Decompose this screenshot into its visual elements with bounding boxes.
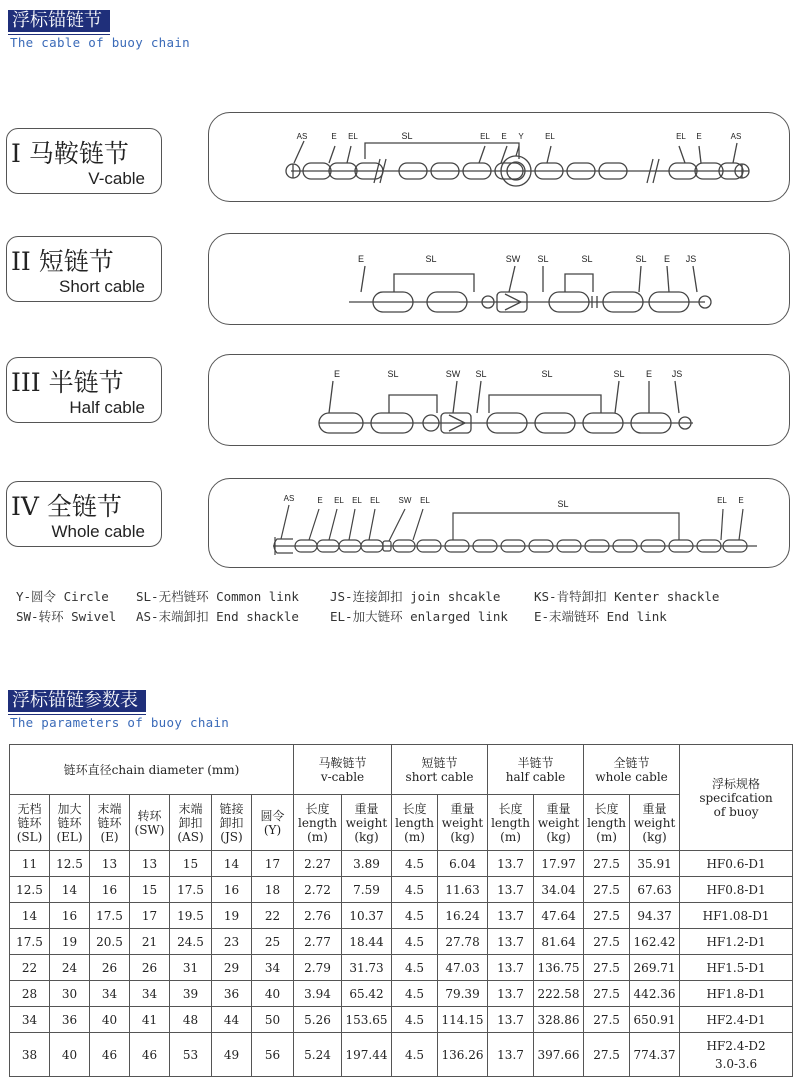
- cable-diagram-v: [208, 112, 790, 202]
- half-label-js: JS: [671, 369, 683, 379]
- table-cell: 23: [212, 929, 252, 955]
- table-header-row-2: [10, 795, 793, 851]
- header-whole-length: 长度 length (m): [584, 795, 630, 851]
- table-cell: 13.7: [488, 1033, 534, 1077]
- table-cell-spec: HF1.08-D1: [680, 903, 793, 929]
- table-row: [10, 1033, 793, 1077]
- short-label-e-left: E: [357, 254, 365, 264]
- cable-whole-cn: IV 全链节: [11, 492, 122, 521]
- table-cell: 114.15: [438, 1007, 488, 1033]
- table-cell: 44: [212, 1007, 252, 1033]
- cable-short-cn: II 短链节: [11, 247, 114, 276]
- whole-label-e-left: E: [317, 496, 323, 505]
- table-cell: 36: [212, 981, 252, 1007]
- short-label-sw: SW: [505, 254, 521, 264]
- header-short-length: 长度 length (m): [392, 795, 438, 851]
- table-cell: 328.86: [534, 1007, 584, 1033]
- table-cell: 2.72: [294, 877, 342, 903]
- table-row: [10, 929, 793, 955]
- table-cell: 34: [130, 981, 170, 1007]
- legend-sw: SW-转环 Swivel: [16, 609, 117, 624]
- table-cell: 56: [252, 1033, 294, 1077]
- table-cell: 16.24: [438, 903, 488, 929]
- table-cell: 2.77: [294, 929, 342, 955]
- v-label-e-mid: E: [501, 132, 507, 141]
- table-cell: 27.5: [584, 1033, 630, 1077]
- table-cell: 31.73: [342, 955, 392, 981]
- half-cable-svg: [209, 355, 791, 447]
- table-cell: 15: [130, 877, 170, 903]
- cable-label-whole: [6, 481, 162, 547]
- whole-label-e-right: E: [738, 496, 744, 505]
- table-cell: 4.5: [392, 981, 438, 1007]
- legend-y: Y-圆令 Circle: [16, 589, 109, 604]
- table-cell: 7.59: [342, 877, 392, 903]
- table-cell: 5.26: [294, 1007, 342, 1033]
- cable-label-v: [6, 128, 162, 194]
- table-cell: 27.5: [584, 877, 630, 903]
- whole-label-el2: EL: [352, 496, 362, 505]
- table-cell: 16: [50, 903, 90, 929]
- table-cell: 4.5: [392, 877, 438, 903]
- header-el: 加大 链环 (EL): [50, 795, 90, 851]
- table-cell: 49: [212, 1033, 252, 1077]
- header-half-weight: 重量 weight (kg): [534, 795, 584, 851]
- table-cell: 17.5: [90, 903, 130, 929]
- table-cell: 29: [212, 955, 252, 981]
- table-cell: 81.64: [534, 929, 584, 955]
- table-cell: 24.5: [170, 929, 212, 955]
- table-cell: 28: [10, 981, 50, 1007]
- table-cell: 2.76: [294, 903, 342, 929]
- whole-label-as: AS: [283, 494, 295, 503]
- cable-whole-en: Whole cable: [51, 522, 145, 541]
- table-cell: 19: [212, 903, 252, 929]
- half-label-e-right: E: [645, 369, 653, 379]
- table-cell: 25: [252, 929, 294, 955]
- table-cell: 17: [252, 851, 294, 877]
- table-row: [10, 877, 793, 903]
- table-cell: 20.5: [90, 929, 130, 955]
- cable-half-cn: III 半链节: [11, 368, 124, 397]
- short-label-sl4: SL: [635, 254, 647, 264]
- header-y: 圆令 (Y): [252, 795, 294, 851]
- header-js: 链接 卸扣 (JS): [212, 795, 252, 851]
- table-cell: 53: [170, 1033, 212, 1077]
- table-cell: 47.64: [534, 903, 584, 929]
- table-cell: 27.5: [584, 851, 630, 877]
- table-cell: 2.27: [294, 851, 342, 877]
- whole-label-el3: EL: [370, 496, 380, 505]
- table-cell: 4.5: [392, 955, 438, 981]
- table-cell: 4.5: [392, 1007, 438, 1033]
- table-cell-spec: HF0.8-D1: [680, 877, 793, 903]
- table-cell: 6.04: [438, 851, 488, 877]
- legend-el: EL-加大链环 enlarged link: [330, 609, 508, 624]
- table-cell: 22: [10, 955, 50, 981]
- header-sw: 转环 (SW): [130, 795, 170, 851]
- table-cell: 38: [10, 1033, 50, 1077]
- half-label-sl3: SL: [541, 369, 553, 379]
- table-cell: 3.94: [294, 981, 342, 1007]
- whole-label-el1: EL: [334, 496, 344, 505]
- header-v-cable: 马鞍链节 v-cable: [294, 745, 392, 795]
- table-cell: 13.7: [488, 1007, 534, 1033]
- table-cell: 17: [130, 903, 170, 929]
- short-label-js: JS: [685, 254, 697, 264]
- table-cell: 11: [10, 851, 50, 877]
- table-cell: 21: [130, 929, 170, 955]
- table-cell: 34.04: [534, 877, 584, 903]
- table-cell: 27.5: [584, 903, 630, 929]
- table-cell: 27.78: [438, 929, 488, 955]
- table-row: [10, 955, 793, 981]
- table-cell: 19: [50, 929, 90, 955]
- table-cell: 397.66: [534, 1033, 584, 1077]
- table-cell: 39: [170, 981, 212, 1007]
- short-label-e-right: E: [663, 254, 671, 264]
- table-cell: 34: [90, 981, 130, 1007]
- table-cell: 11.63: [438, 877, 488, 903]
- cable-label-half: [6, 357, 162, 423]
- table-cell: 14: [212, 851, 252, 877]
- table-cell: 136.75: [534, 955, 584, 981]
- table-cell: 442.36: [630, 981, 680, 1007]
- cable-v-en: V-cable: [88, 169, 145, 188]
- table-cell: 4.5: [392, 929, 438, 955]
- table-cell: 41: [130, 1007, 170, 1033]
- whole-label-el5: EL: [717, 496, 727, 505]
- table-cell: 40: [252, 981, 294, 1007]
- table-cell: 26: [90, 955, 130, 981]
- table-header-row-1: [10, 745, 793, 795]
- half-label-sl1: SL: [387, 369, 399, 379]
- section-subtitle-cable: The cable of buoy chain: [10, 35, 190, 50]
- short-cable-svg: [209, 234, 791, 326]
- table-cell: 136.26: [438, 1033, 488, 1077]
- table-cell: 30: [50, 981, 90, 1007]
- table-cell-spec: HF2.4-D1: [680, 1007, 793, 1033]
- half-label-sw: SW: [445, 369, 461, 379]
- parameters-table: [9, 744, 793, 1077]
- whole-label-el4: EL: [420, 496, 430, 505]
- table-cell: 13.7: [488, 903, 534, 929]
- short-label-sl2: SL: [537, 254, 549, 264]
- table-cell: 36: [50, 1007, 90, 1033]
- table-cell: 22: [252, 903, 294, 929]
- v-label-el-mid2: EL: [545, 132, 555, 141]
- legend-ks: KS-肯特卸扣 Kenter shackle: [534, 589, 720, 604]
- half-label-e-left: E: [333, 369, 341, 379]
- table-cell: 4.5: [392, 1033, 438, 1077]
- cable-short-en: Short cable: [59, 277, 145, 296]
- table-cell: 40: [90, 1007, 130, 1033]
- table-cell: 17.97: [534, 851, 584, 877]
- header-sl: 无档 链环 (SL): [10, 795, 50, 851]
- v-label-el-right: EL: [676, 132, 686, 141]
- header-short-cable: 短链节 short cable: [392, 745, 488, 795]
- table-cell: 24: [50, 955, 90, 981]
- v-label-e-right: E: [696, 132, 702, 141]
- table-cell: 13.7: [488, 955, 534, 981]
- table-row: [10, 1007, 793, 1033]
- v-label-as-left: AS: [296, 132, 308, 141]
- table-cell: 67.63: [630, 877, 680, 903]
- table-cell: 269.71: [630, 955, 680, 981]
- table-cell: 13.7: [488, 877, 534, 903]
- table-cell: 12.5: [10, 877, 50, 903]
- whole-cable-svg: [209, 479, 791, 569]
- table-cell: 5.24: [294, 1033, 342, 1077]
- cable-diagram-whole: [208, 478, 790, 568]
- header-whole-cable: 全链节 whole cable: [584, 745, 680, 795]
- table-cell: 46: [130, 1033, 170, 1077]
- whole-label-sl: SL: [557, 499, 569, 509]
- v-label-sl: SL: [401, 131, 413, 141]
- table-cell: 35.91: [630, 851, 680, 877]
- table-cell: 47.03: [438, 955, 488, 981]
- v-label-e-left: E: [331, 132, 337, 141]
- table-body: [10, 851, 793, 1077]
- table-cell: 15: [170, 851, 212, 877]
- header-v-weight: 重量 weight (kg): [342, 795, 392, 851]
- table-cell: 27.5: [584, 955, 630, 981]
- cable-diagram-half: [208, 354, 790, 446]
- header-spec: 浮标规格 specifcation of buoy: [680, 745, 793, 851]
- table-cell: 10.37: [342, 903, 392, 929]
- table-cell: 13: [90, 851, 130, 877]
- header-half-length: 长度 length (m): [488, 795, 534, 851]
- legend-js: JS-连接卸扣 join shcakle: [330, 589, 501, 604]
- table-cell: 27.5: [584, 1007, 630, 1033]
- table-row: [10, 851, 793, 877]
- v-cable-svg: [209, 113, 791, 203]
- header-as: 末端 卸扣 (AS): [170, 795, 212, 851]
- v-label-y: Y: [518, 132, 524, 141]
- table-row: [10, 981, 793, 1007]
- section-subtitle-params: The parameters of buoy chain: [10, 715, 230, 730]
- short-label-sl3: SL: [581, 254, 593, 264]
- table-cell: 17.5: [10, 929, 50, 955]
- table-cell: 26: [130, 955, 170, 981]
- legend-sl: SL-无档链环 Common link: [136, 589, 299, 604]
- header-v-length: 长度 length (m): [294, 795, 342, 851]
- table-row: [10, 903, 793, 929]
- header-diameter: 链环直径chain diameter (mm): [10, 745, 294, 795]
- table-cell-spec: HF1.8-D1: [680, 981, 793, 1007]
- half-label-sl4: SL: [613, 369, 625, 379]
- table-cell: 650.91: [630, 1007, 680, 1033]
- table-cell: 4.5: [392, 851, 438, 877]
- table-cell: 774.37: [630, 1033, 680, 1077]
- cable-v-cn: I 马鞍链节: [11, 139, 129, 168]
- table-cell: 13: [130, 851, 170, 877]
- section-title-cable: 浮标锚链节: [8, 10, 110, 32]
- table-cell-spec: HF1.5-D1: [680, 955, 793, 981]
- table-cell: 40: [50, 1033, 90, 1077]
- table-cell: 153.65: [342, 1007, 392, 1033]
- table-cell: 27.5: [584, 981, 630, 1007]
- header-half-cable: 半链节 half cable: [488, 745, 584, 795]
- whole-label-sw: SW: [398, 496, 412, 505]
- table-cell: 14: [50, 877, 90, 903]
- cable-half-en: Half cable: [69, 398, 145, 417]
- cable-diagram-short: [208, 233, 790, 325]
- table-cell-spec: HF2.4-D2 3.0-3.6: [680, 1033, 793, 1077]
- table-cell: 18.44: [342, 929, 392, 955]
- legend-as: AS-末端卸扣 End shackle: [136, 609, 299, 624]
- table-cell: 13.7: [488, 851, 534, 877]
- table-cell: 46: [90, 1033, 130, 1077]
- table-cell: 31: [170, 955, 212, 981]
- table-cell: 16: [90, 877, 130, 903]
- header-whole-weight: 重量 weight (kg): [630, 795, 680, 851]
- table-cell: 197.44: [342, 1033, 392, 1077]
- table-cell: 17.5: [170, 877, 212, 903]
- table-cell: 4.5: [392, 903, 438, 929]
- table-cell: 65.42: [342, 981, 392, 1007]
- section-title-params: 浮标锚链参数表: [8, 690, 146, 712]
- table-cell: 48: [170, 1007, 212, 1033]
- table-cell: 12.5: [50, 851, 90, 877]
- table-cell: 18: [252, 877, 294, 903]
- table-cell: 13.7: [488, 929, 534, 955]
- table-cell: 222.58: [534, 981, 584, 1007]
- table-cell: 50: [252, 1007, 294, 1033]
- table-cell: 34: [10, 1007, 50, 1033]
- table-cell: 3.89: [342, 851, 392, 877]
- v-label-el-left: EL: [348, 132, 358, 141]
- table-cell: 27.5: [584, 929, 630, 955]
- table-cell-spec: HF1.2-D1: [680, 929, 793, 955]
- short-label-sl1: SL: [425, 254, 437, 264]
- v-label-el-mid1: EL: [480, 132, 490, 141]
- table-cell: 162.42: [630, 929, 680, 955]
- legend-e: E-末端链环 End link: [534, 609, 667, 624]
- table-cell: 79.39: [438, 981, 488, 1007]
- table-cell: 16: [212, 877, 252, 903]
- v-label-as-right: AS: [730, 132, 742, 141]
- table-cell: 2.79: [294, 955, 342, 981]
- header-short-weight: 重量 weight (kg): [438, 795, 488, 851]
- table-cell-spec: HF0.6-D1: [680, 851, 793, 877]
- table-cell: 34: [252, 955, 294, 981]
- table-cell: 19.5: [170, 903, 212, 929]
- table-cell: 13.7: [488, 981, 534, 1007]
- cable-label-short: [6, 236, 162, 302]
- header-e: 末端 链环 (E): [90, 795, 130, 851]
- half-label-sl2: SL: [475, 369, 487, 379]
- table-cell: 14: [10, 903, 50, 929]
- table-cell: 94.37: [630, 903, 680, 929]
